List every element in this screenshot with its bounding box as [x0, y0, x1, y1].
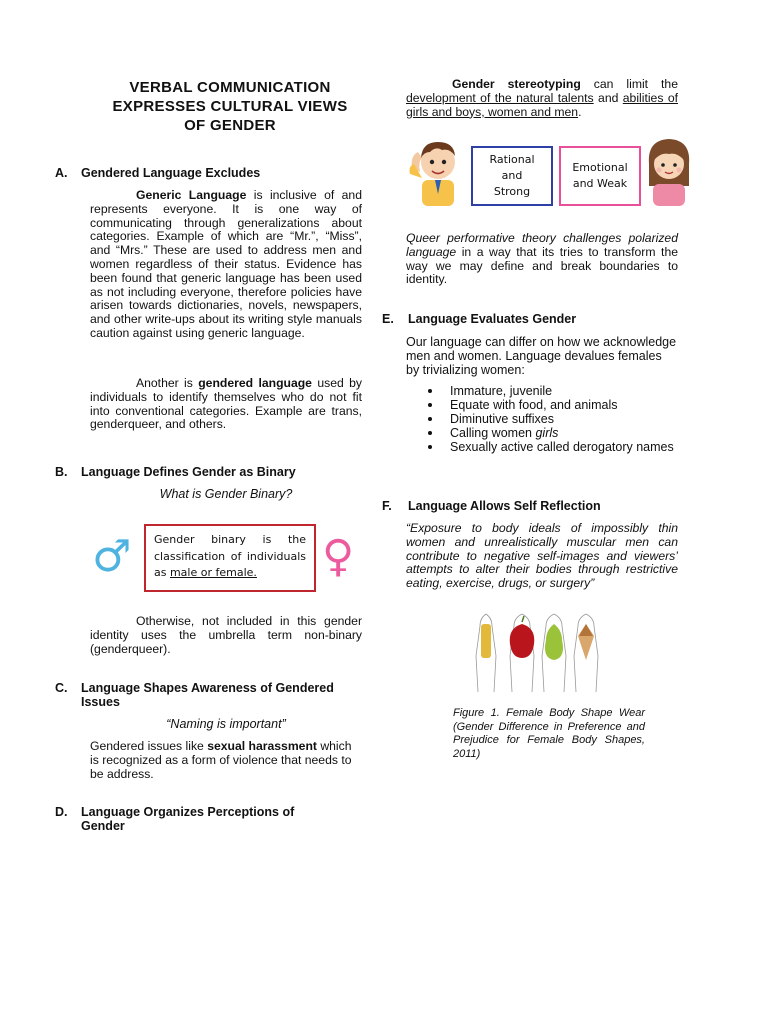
gender-binary-question: What is Gender Binary? [159, 487, 293, 501]
naming-quote: “Naming is important” [166, 717, 286, 731]
section-heading-text: Language Organizes Perceptions of [81, 805, 295, 819]
rational-strong-box [471, 146, 553, 206]
section-heading-text-line-2: Issues [81, 695, 120, 709]
paragraph-text: which is recognized as a form of violence that needs to be address. [90, 739, 352, 781]
section-letter: E. [382, 312, 394, 326]
list-item: Sexually active called derogatory names [406, 440, 678, 454]
section-letter: C. [55, 681, 68, 695]
paragraph-gendered-language [90, 377, 362, 432]
box-line: Strong [493, 185, 531, 198]
female-symbol-icon: ♀ [322, 531, 355, 582]
trivializing-list [406, 384, 678, 454]
body-ideals-quote: “Exposure to body ideals of impossibly thin women and unrealistically muscular men can contribute to negative self-images and viewers’ attempts to alter their bodies through restrictive eating, exercise, drugs, or surgery” [406, 521, 678, 591]
paragraph-non-binary: Otherwise, not included in this gender identity uses the umbrella term non-binary (genderqueer). [90, 614, 362, 656]
box-line: and [501, 169, 523, 182]
section-heading-text: Language Shapes Awareness of Gendered [81, 681, 334, 695]
term-sexual-harassment: sexual harassment [207, 739, 317, 753]
box-line: Emotional [572, 161, 628, 174]
paragraph-generic-language [90, 189, 362, 341]
section-letter: F. [382, 499, 392, 513]
paragraph-text: Gendered issues like [90, 739, 208, 753]
paragraph-text: in a way that its tries to transform the way we may define and break boundaries to identity. [406, 244, 678, 287]
paragraph-stereotyping [406, 78, 678, 119]
section-letter: D. [55, 805, 68, 819]
paragraph-text: . [578, 104, 582, 119]
paragraph-text: can limit the [580, 77, 678, 91]
section-heading-text: Language Defines Gender as Binary [81, 465, 296, 479]
figure-caption: Figure 1. Female Body Shape Wear (Gender Difference in Preference and Prejudice for Female Body Shapes, 2011) [453, 707, 645, 760]
box-line: and Weak [572, 177, 628, 190]
gender-binary-definition-box [144, 524, 316, 592]
list-item [406, 426, 678, 440]
paragraph-text: is inclusive of and represents everyone. It is one way of communicating through generalizations about categories. Example of which are “Mr.”, “Miss”, and “Mrs.” These are used to address men and women regardless of their status. Evidence has been found that generic language has been used as not including everyone, therefore policies have arisen towards dictionaries, novels, newspapers, and other write-ups about its writing style manuals caution against using generic language. [90, 188, 362, 340]
paragraph-language-evaluates: Our language can differ on how we acknowledge men and women. Language devalues females by trivializing women: [406, 335, 677, 377]
heading-section-a [55, 166, 260, 180]
list-item: Diminutive suffixes [406, 412, 678, 426]
girl-cartoon-icon [643, 134, 695, 206]
paragraph-text: and [593, 90, 623, 105]
heading-section-f [382, 499, 601, 513]
box-line: Rational [489, 153, 535, 166]
page-title [80, 78, 380, 135]
heading-section-c [55, 681, 334, 709]
title-line-1: VERBAL COMMUNICATION [129, 79, 331, 96]
list-item-italic: girls [535, 426, 559, 440]
term-gendered-language: gendered language [198, 376, 312, 390]
paragraph-text: used by individuals to identify themselves who do not fit into conventional categories. Example are trans, genderqueer, and others. [90, 376, 363, 432]
underlined-text: abilities of girls and boys, women and men [406, 90, 678, 119]
body-shapes-figure [466, 612, 616, 696]
list-item: Equate with food, and animals [406, 398, 678, 412]
male-symbol-icon: ♂ [92, 531, 132, 582]
section-letter: B. [55, 465, 68, 479]
boy-cartoon-icon [408, 134, 468, 206]
title-line-3: OF GENDER [184, 117, 276, 134]
paragraph-sexual-harassment [90, 740, 362, 781]
heading-section-b [55, 465, 296, 479]
section-heading-text: Language Allows Self Reflection [408, 499, 601, 513]
term-generic-language: Generic Language [136, 188, 247, 202]
emotional-weak-box [559, 146, 641, 206]
italic-text: Queer performative theory challenges polarized language [406, 231, 678, 259]
title-line-2: EXPRESSES CULTURAL VIEWS [112, 98, 348, 115]
definition-underlined: male or female. [169, 566, 257, 579]
heading-section-d [55, 805, 294, 833]
section-letter: A. [55, 166, 68, 180]
section-heading-text: Language Evaluates Gender [408, 312, 577, 326]
section-heading-text-line-2: Gender [81, 819, 125, 833]
definition-text: Gender binary is the classification of individuals as [154, 533, 306, 579]
term-gender-stereotyping: Gender stereotyping [452, 77, 581, 91]
heading-section-e [382, 312, 576, 326]
paragraph-text: Another is [136, 376, 199, 390]
list-item: Immature, juvenile [406, 384, 678, 398]
section-heading-text: Gendered Language Excludes [81, 166, 261, 180]
underlined-text: development of the natural talents [406, 90, 594, 105]
list-item-text: Calling women [450, 426, 536, 440]
paragraph-queer-theory [406, 232, 678, 287]
